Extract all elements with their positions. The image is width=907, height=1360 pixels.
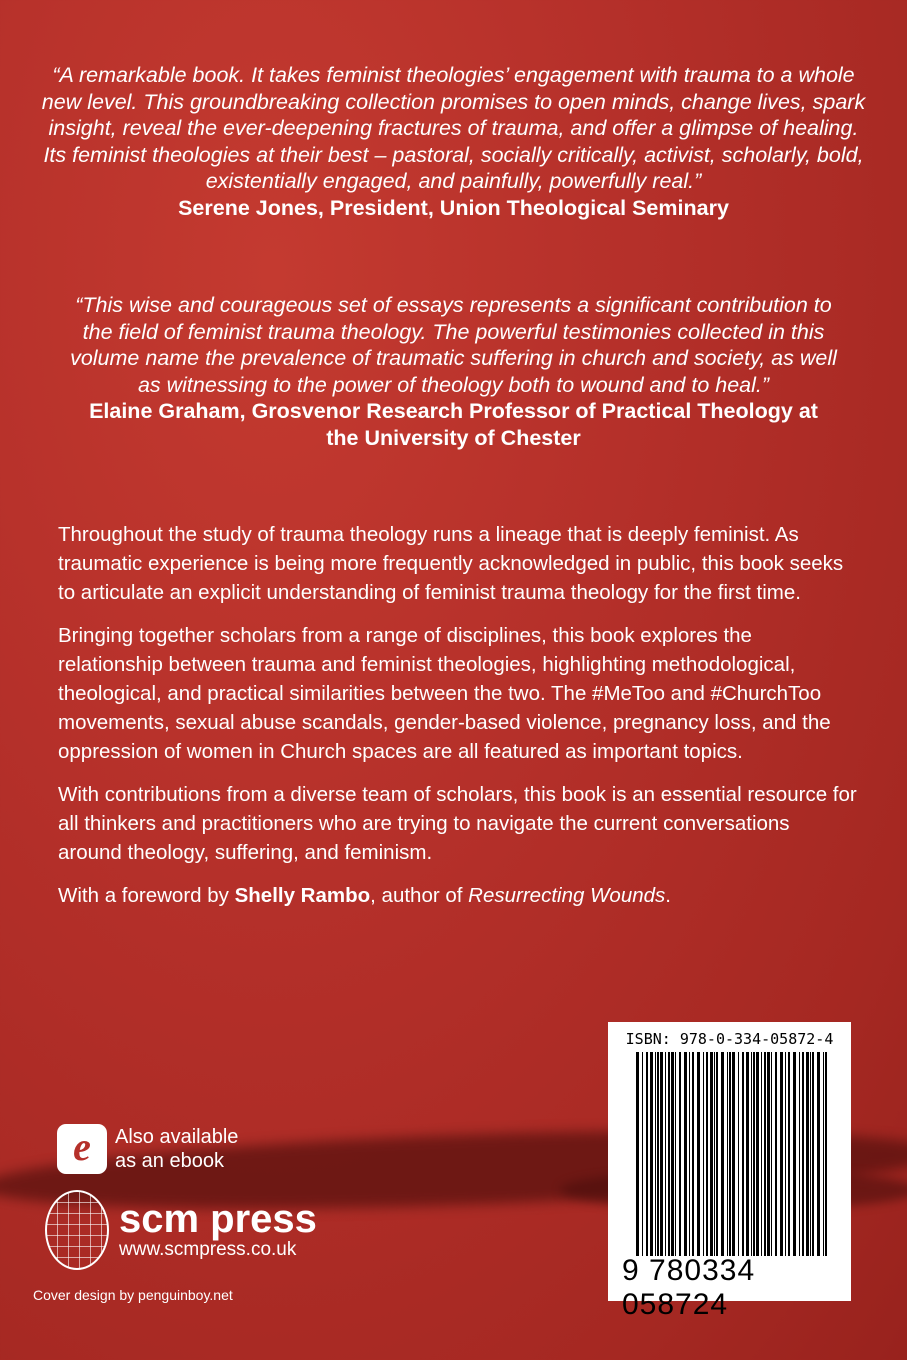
- barcode-bar: [679, 1052, 681, 1256]
- description-paragraph: With contributions from a diverse team of scholars, this book is an essential resource for all thinkers and practitioners who are trying to navigate the current conversations around theology, suffering, and feminism.: [58, 783, 857, 864]
- barcode-bar: [729, 1052, 731, 1256]
- barcode-bar: [793, 1052, 796, 1256]
- barcode-bar: [732, 1052, 735, 1256]
- barcode-bar: [636, 1052, 639, 1256]
- quote-attribution: Elaine Graham, Grosvenor Research Professor of Practical Theology at the University of Chester: [89, 399, 818, 450]
- barcode-bar: [697, 1052, 700, 1256]
- barcode-bar: [812, 1052, 814, 1256]
- barcode-bar: [751, 1052, 752, 1256]
- ebook-text: Also available: [115, 1126, 239, 1148]
- barcode-bar: [689, 1052, 690, 1256]
- barcode-bar: [802, 1052, 804, 1256]
- barcode-bar: [806, 1052, 809, 1256]
- barcode-bar: [710, 1052, 713, 1256]
- ebook-notice: [57, 1124, 238, 1174]
- barcode-bar: [671, 1052, 674, 1256]
- barcode-box: [608, 1022, 851, 1321]
- barcode-bars: [636, 1052, 829, 1256]
- barcode-bar: [716, 1052, 718, 1256]
- barcode-bar: [825, 1052, 827, 1256]
- globe-logo-icon: [45, 1190, 109, 1270]
- description-paragraph: Throughout the study of trauma theology runs a lineage that is deeply feminist. As traumatic experience is being more frequently acknowledged in public, this book seeks to articulate an explicit understanding of feminist trauma theology for the first time.: [58, 523, 844, 604]
- quote-text: “This wise and courageous set of essays represents a significant contribution to the field of feminist trauma theology. The powerful testimonies collected in this volume name the prevalence of traumatic suffering in church and society, as well as witnessing to the power of theology both to wound and to heal.”: [70, 293, 837, 397]
- barcode-bar: [761, 1052, 762, 1256]
- barcode-bar: [655, 1052, 656, 1256]
- quote-text: “A remarkable book. It takes feminist theologies’ engagement with trauma to a whole new level. This groundbreaking collection promises to open minds, change lives, spark insight, reveal the ever-deepening fractures of trauma, and offer a glimpse of healing. Its feminist theologies at their best – pastoral, socially critically, activist, scholarly, bold, existentially engaged, and painfully, powerfully real.”: [41, 63, 866, 193]
- barcode-bar: [675, 1052, 676, 1256]
- description: [58, 520, 858, 924]
- barcode-bar: [657, 1052, 659, 1256]
- barcode-bar: [742, 1052, 744, 1256]
- barcode-bar: [764, 1052, 766, 1256]
- publisher-name: scm press: [119, 1197, 317, 1241]
- barcode-digits: 9 780334 058724: [622, 1254, 756, 1321]
- barcode-bar: [714, 1052, 715, 1256]
- barcode-bar: [692, 1052, 694, 1256]
- endorsement-quote-1: [40, 62, 867, 221]
- barcode-bar: [727, 1052, 728, 1256]
- ebook-icon: e: [57, 1124, 107, 1174]
- barcode-bar: [771, 1052, 772, 1256]
- barcode-bar: [684, 1052, 687, 1256]
- barcode-bar: [775, 1052, 777, 1256]
- isbn-label: ISBN: 978-0-334-05872-4: [625, 1030, 834, 1048]
- barcode-bar: [650, 1052, 653, 1256]
- description-paragraph: Bringing together scholars from a range of disciplines, this book explores the relationship between trauma and feminist theologies, highlighting methodological, theological, and practical similarities between the two. The #MeToo and #ChurchToo movements, sexual abuse scandals, gender-based violence, pregnancy loss, and the oppression of women in Church spaces are all featured as important topics.: [58, 624, 831, 763]
- barcode-bar: [721, 1052, 724, 1256]
- barcode-bar: [746, 1052, 749, 1256]
- barcode-bar: [780, 1052, 783, 1256]
- barcode-bar: [642, 1052, 643, 1256]
- publisher-logo: [45, 1190, 317, 1270]
- ebook-text: as an ebook: [115, 1150, 224, 1172]
- barcode-bar: [810, 1052, 811, 1256]
- barcode-bar: [823, 1052, 824, 1256]
- barcode-bar: [738, 1052, 739, 1256]
- publisher-url: www.scmpress.co.uk: [119, 1239, 297, 1260]
- barcode-bar: [788, 1052, 790, 1256]
- barcode-bar: [756, 1052, 759, 1256]
- quote-attribution: Serene Jones, President, Union Theological Seminary: [178, 195, 729, 220]
- barcode-bar: [703, 1052, 704, 1256]
- endorsement-quote-2: [70, 292, 837, 451]
- barcode-bar: [817, 1052, 820, 1256]
- barcode-bar: [660, 1052, 663, 1256]
- barcode-bar: [706, 1052, 708, 1256]
- barcode-bar: [668, 1052, 670, 1256]
- barcode-bar: [767, 1052, 770, 1256]
- barcode-bar: [753, 1052, 755, 1256]
- cover-credit: Cover design by penguinboy.net: [33, 1287, 233, 1303]
- foreword-line: With a foreword by Shelly Rambo, author of Resurrecting Wounds.: [58, 884, 671, 907]
- barcode-bar: [785, 1052, 786, 1256]
- barcode-bar: [665, 1052, 666, 1256]
- barcode-bar: [646, 1052, 648, 1256]
- barcode-bar: [799, 1052, 800, 1256]
